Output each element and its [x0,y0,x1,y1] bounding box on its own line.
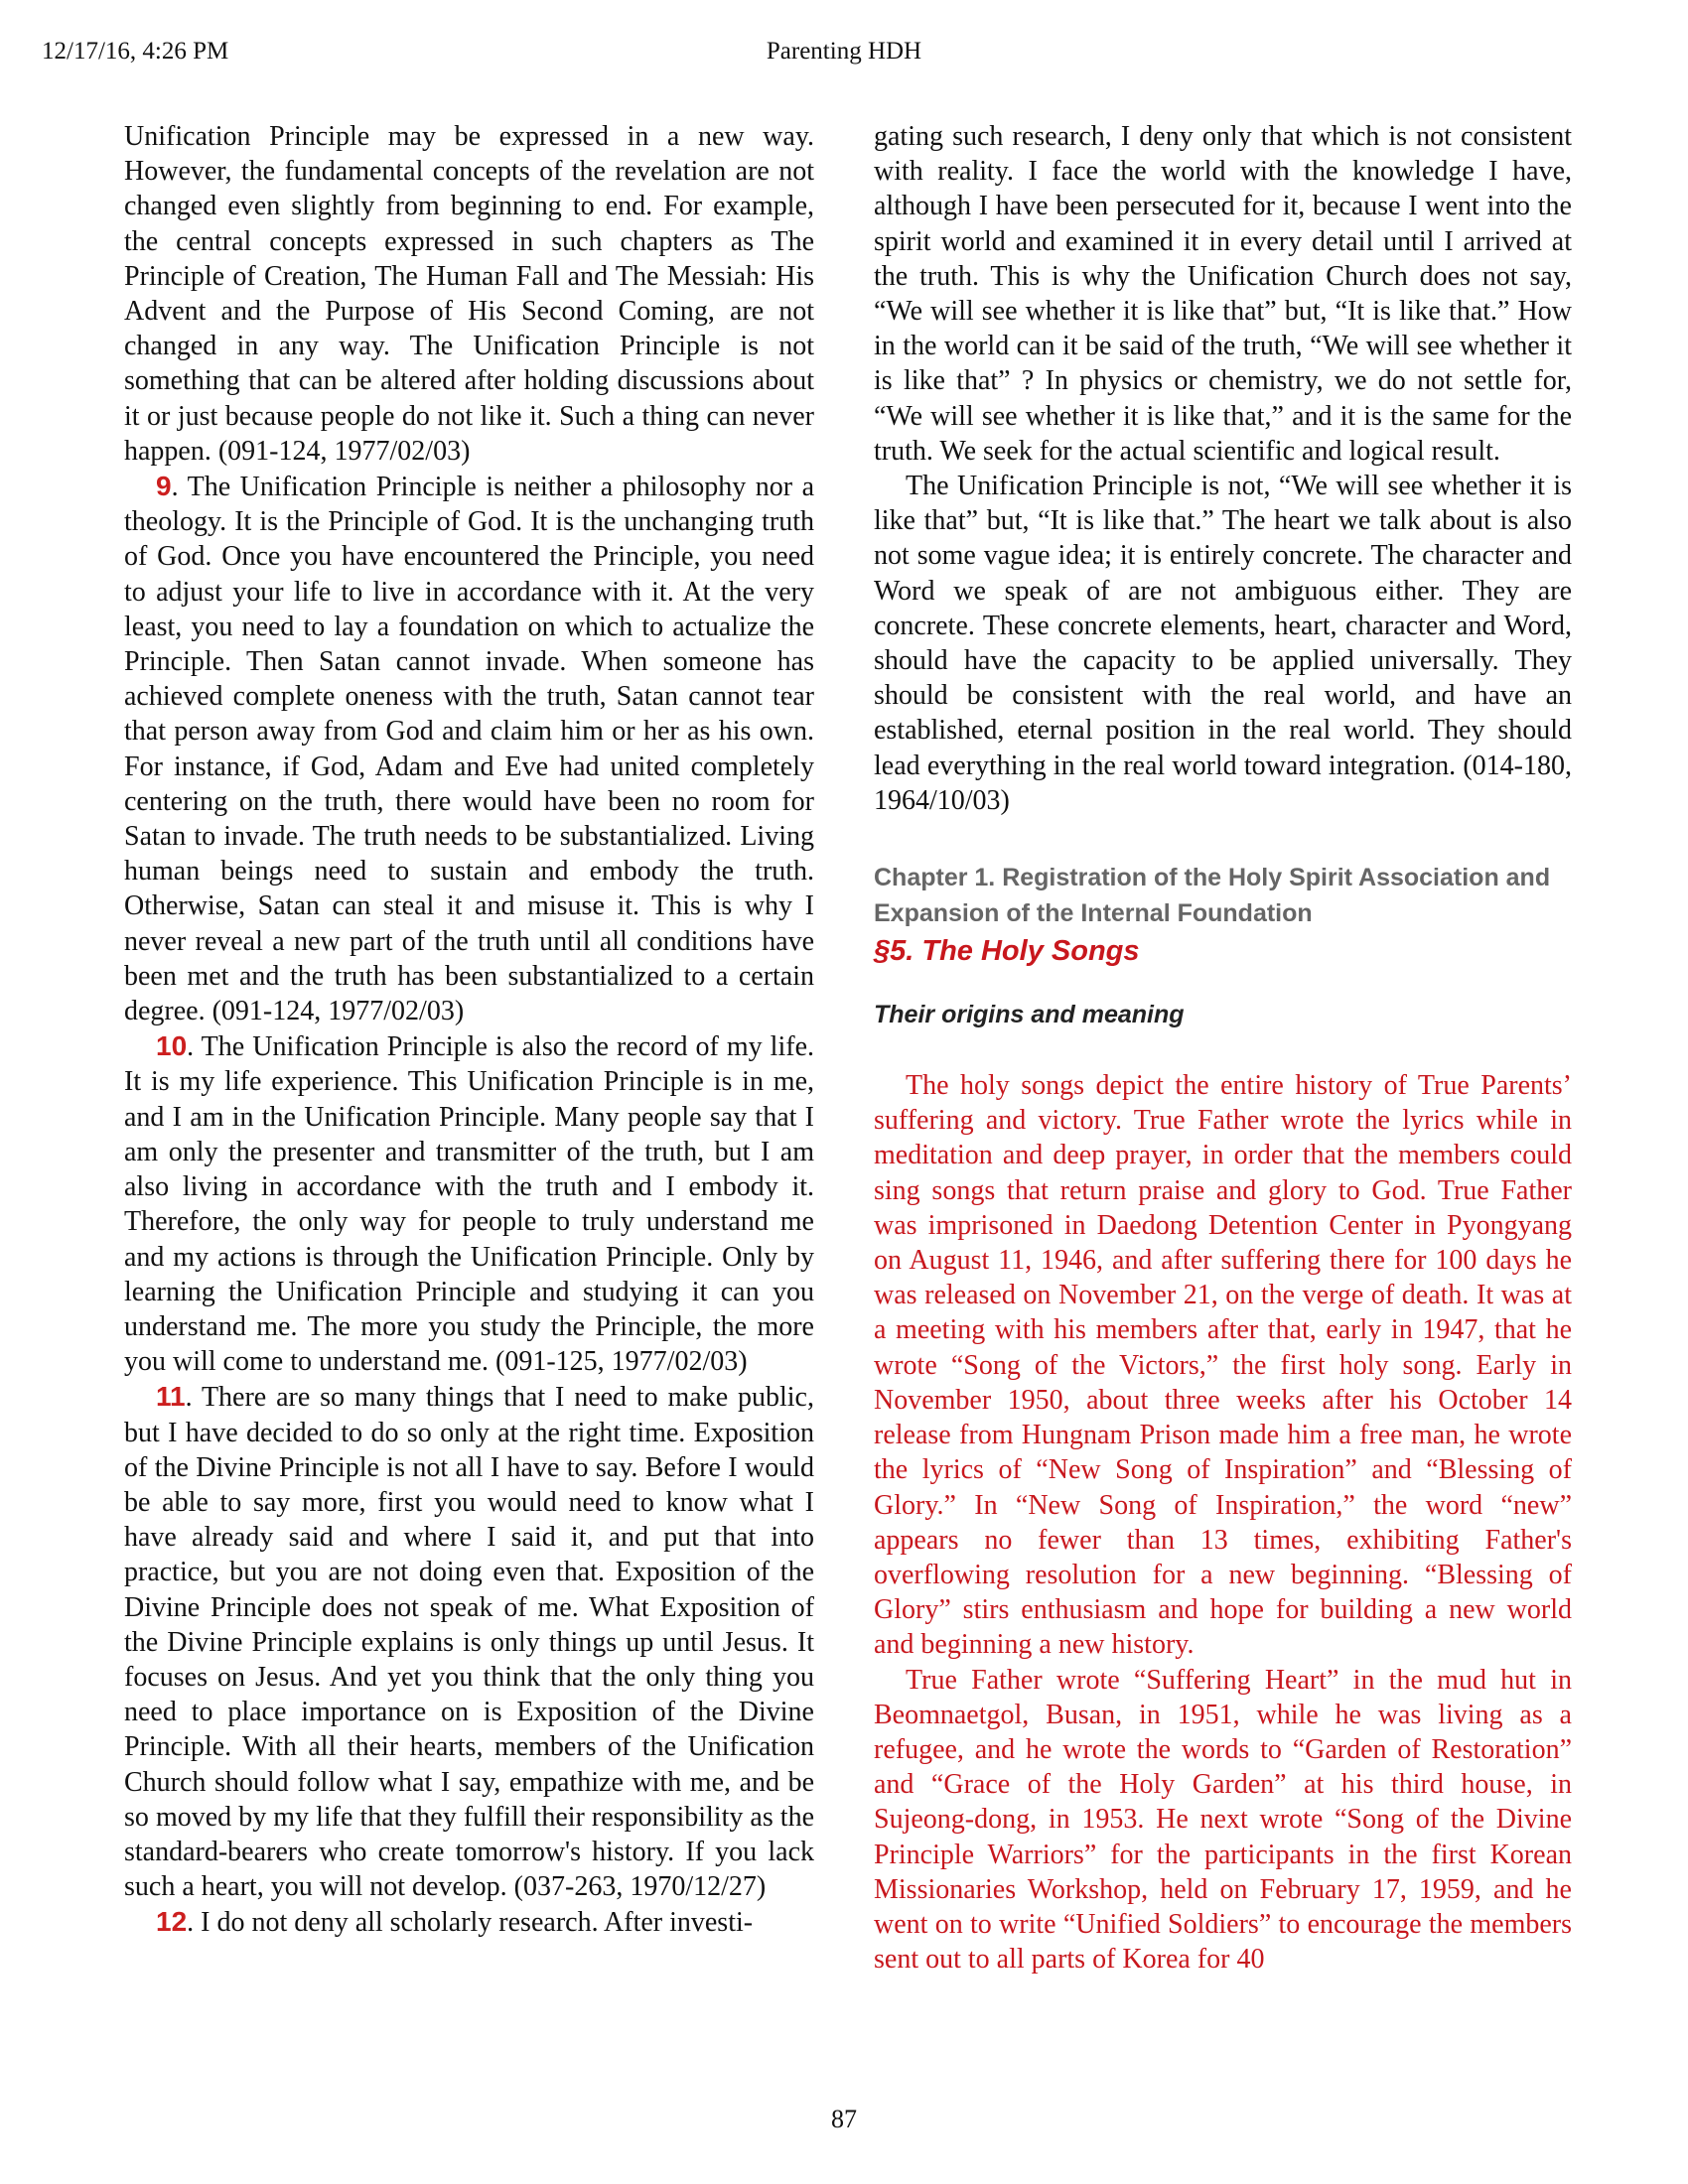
section-heading: §5. The Holy Songs [874,935,1140,968]
document-title: Parenting HDH [766,38,922,65]
paragraph-text: . The Unification Principle is neither a philosophy nor a theology. It is the Principle of God. It is the unchanging truth of God. Once you have encountered the Principle, you need to adjust your life to live in accordance with it. At the very least, you need to lay a foundation on which to actualize the Principle. Then Satan cannot invade. When someone has achieved complete oneness with the truth, Satan cannot tear that person away from God and claim him or her as his own. For instance, if God, Adam and Eve had united completely centering on the truth, there would have been no room for Satan to invade. The truth needs to be substantialized. Living human beings need to sustain and embody the truth. Otherwise, Satan can steal it and misuse it. This is why I never reveal a new part of the truth until all conditions have been met and the truth has been substantialized to a certain degree. (091-124, 1977/02/03) [124,472,814,1027]
page-number: 87 [831,2105,857,2133]
highlighted-paragraph: The holy songs depict the entire history of True Parents’ suffering and victory. True Father wrote the lyrics while in meditation and deep prayer, in order that the members could sing songs that return praise and glory to God. True Father was imprisoned in Daedong Detention Center in Pyongyang on August 11, 1946, and after suffering there for 100 days he was released on November 21, on the verge of death. It was at a meeting with his members after that, early in 1947, that he wrote “Song of the Victors,” the first holy song. Early in November 1950, about three weeks after his October 14 release from Hungnam Prison made him a free man, he wrote the lyrics of “New Song of Inspiration” and “Blessing of Glory.” In “New Song of Inspiration,” the word “new” appears no fewer than 13 times, exhibiting Father's overflowing resolution for a new beginning. “Blessing of Glory” stirs enthusiasm and hope for building a new world and beginning a new history. [874,1070,1572,1661]
left-column [124,119,814,1941]
numbered-paragraph-11 [124,1379,814,1904]
paragraph-text: . There are so many things that I need to make public, but I have decided to do so only at the right time. Exposition of the Divine Principle is not all I have to say. Before I would be able to say more, first you would need to know what I have already said and where I said it, and put that into practice, but you are not doing even that. Exposition of the Divine Principle does not speak of me. What Exposition of the Divine Principle explains is only things up until Jesus. It focuses on Jesus. And yet you think that the only thing you need to place importance on is Exposition of the Divine Principle. With all their hearts, members of the Unification Church should follow what I say, empathize with me, and be so moved by my life that they fulfill their responsibility as the standard-bearers who create tomorrow's history. If you lack such a heart, you will not develop. (037-263, 1970/12/27) [124,1382,814,1903]
paragraph-number: 11 [156,1381,186,1413]
paragraph-continuation: gating such research, I deny only that which is not consistent with reality. I face the world with the knowledge I have, although I have been persecuted for it, because I went into the spirit world and examined it in every detail until I arrived at the truth. This is why the Unification Church does not say, “We will see whether it is like that” but, “It is like that.” How in the world can it be said of the truth, “We will see whether it is like that” ? In physics or chemistry, we do not settle for, “We will see whether it is like that,” and it is the same for the truth. We seek for the actual scientific and logical result. [874,121,1572,467]
highlighted-paragraph: True Father wrote “Suffering Heart” in the mud hut in Beomnaetgol, Busan, in 1951, while he was living as a refugee, and he wrote the words to “Garden of Restoration” and “Grace of the Holy Garden” at his third house, in Sujeong-dong, in 1953. He next wrote “Song of the Divine Principle Warriors” for the participants in the first Korean Missionaries Workshop, held on February 17, 1959, and he went on to write “Unified Soldiers” to encourage the members sent out to all parts of Korea for 40 [874,1664,1572,1976]
numbered-paragraph-12 [124,1904,814,1940]
paragraph-number: 12 [156,1906,188,1938]
paragraph-number: 10 [156,1030,188,1062]
print-timestamp: 12/17/16, 4:26 PM [42,38,229,65]
paragraph-number: 9 [156,471,172,502]
paragraph: Unification Principle may be expressed in a new way. However, the fundamental concepts of the revelation are not changed even slightly from beginning to end. For example, the central concepts expressed in such chapters as The Principle of Creation, The Human Fall and The Messiah: His Advent and the Purpose of His Second Coming, are not changed in any way. The Unification Principle is not something that can be altered after holding discussions about it or just because people do not like it. Such a thing can never happen. (091-124, 1977/02/03) [124,121,814,467]
right-column [874,119,1572,1977]
paragraph: The Unification Principle is not, “We will see whether it is like that” but, “It is like that.” The heart we talk about is also not some vague idea; it is entirely concrete. The character and Word we speak of are not ambiguous either. They are concrete. These concrete elements, heart, character and Word, should have the capacity to be applied universally. They should be consistent with the real world, and have an established, eternal position in the real world. They should lead everything in the real world toward integration. (014-180, 1964/10/03) [874,471,1572,816]
numbered-paragraph-10 [124,1028,814,1379]
paragraph-text: . The Unification Principle is also the record of my life. It is my life experience. This Unification Principle is in me, and I am in the Unification Principle. Many people say that I am only the presenter and transmitter of the truth, but I am also living in accordance with the truth and I embody it. Therefore, the only way for people to truly understand me and my actions is through the Unification Principle. Only by learning the Unification Principle and studying it can you understand me. The more you study the Principle, the more you will come to understand me. (091-125, 1977/02/03) [124,1031,814,1378]
spacer [874,1032,1572,1068]
chapter-heading: Chapter 1. Registration of the Holy Spirit Association and Expansion of the Internal Foundation [874,864,1551,928]
subheading: Their origins and meaning [874,1001,1185,1029]
numbered-paragraph-9 [124,469,814,1028]
paragraph-text: . I do not deny all scholarly research. After investi- [187,1907,754,1939]
